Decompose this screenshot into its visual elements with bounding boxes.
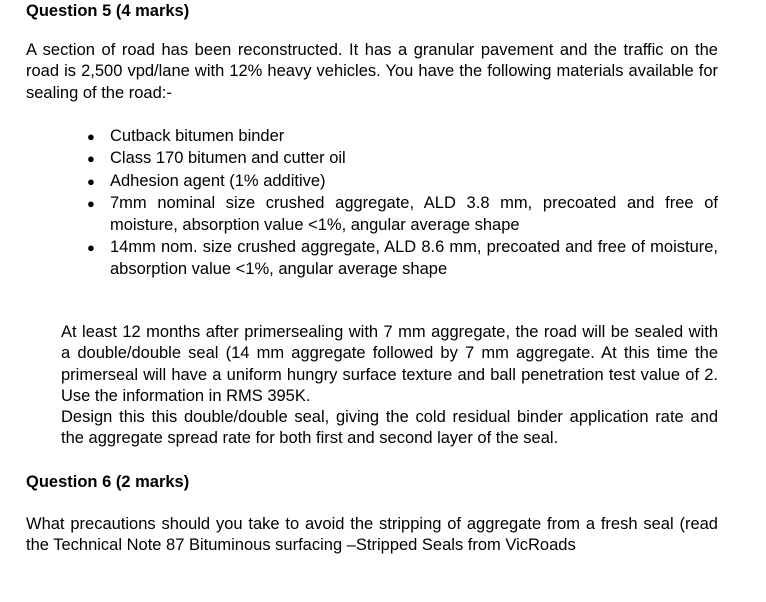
question-6-heading: Question 6 (2 marks) — [26, 473, 190, 491]
list-item — [87, 193, 718, 236]
question-6-body-text: What precautions should you take to avoid the stripping of aggregate from a fresh seal (read the Technical Note 87 Bituminous surfacing –Stripped Seals from VicRoads — [26, 515, 718, 555]
material-text: Class 170 bitumen and cutter oil — [110, 149, 346, 168]
materials-list — [87, 126, 718, 281]
material-text: 14mm nom. size crushed aggregate, ALD 8.6 mm, precoated and free of moisture, absorption value <1%, angular average shape — [110, 238, 718, 278]
question-5-body — [61, 322, 718, 450]
list-item — [87, 126, 718, 147]
list-item — [87, 148, 718, 169]
bullet-icon: ● — [87, 240, 95, 256]
bullet-icon: ● — [87, 173, 95, 189]
list-item — [87, 237, 718, 280]
question-5-intro — [26, 40, 718, 104]
list-item — [87, 171, 718, 192]
question-5-body-para-1: At least 12 months after primersealing with 7 mm aggregate, the road will be sealed with a double/double seal (14 mm aggregate followed by 7 mm aggregate. At this time the primerseal will have a uniform hungry surface texture and ball penetration test value of 2. Use the information in RMS 395K. — [61, 323, 718, 405]
question-6-body — [26, 514, 718, 557]
bullet-icon: ● — [87, 151, 95, 167]
question-5-intro-text: A section of road has been reconstructed. It has a granular pavement and the traffic on the road is 2,500 vpd/lane with 12% heavy vehicles. You have the following materials available for sealing of the road:- — [26, 41, 718, 102]
material-text: 7mm nominal size crushed aggregate, ALD 3.8 mm, precoated and free of moisture, absorption value <1%, angular average shape — [110, 194, 718, 234]
question-5-body-para-2: Design this this double/double seal, giving the cold residual binder application rate and the aggregate spread rate for both first and second layer of the seal. — [61, 408, 718, 448]
material-text: Cutback bitumen binder — [110, 127, 285, 145]
material-text: Adhesion agent (1% additive) — [110, 171, 326, 190]
bullet-icon: ● — [87, 129, 95, 144]
question-5-heading: Question 5 (4 marks) — [26, 2, 190, 20]
bullet-icon: ● — [87, 196, 95, 212]
